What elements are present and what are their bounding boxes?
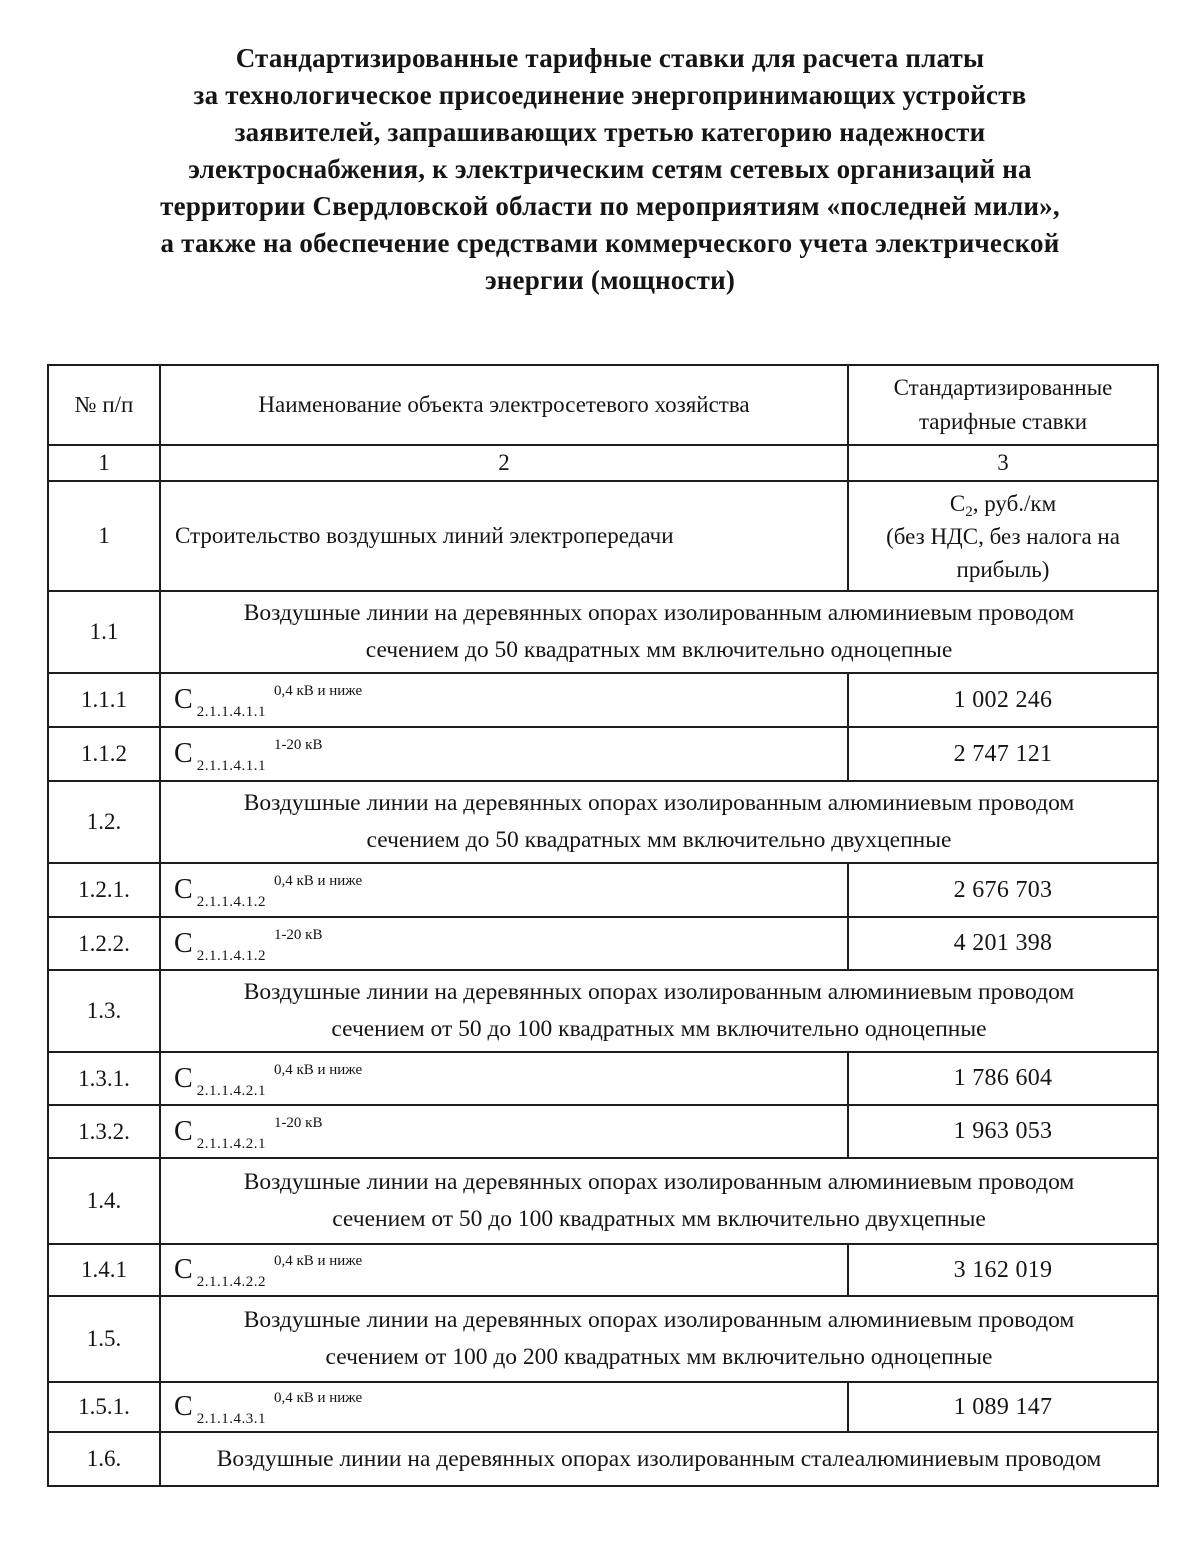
table-row-group-1-2 — [48, 781, 1158, 863]
table-row-section-1 — [48, 481, 1158, 591]
formula-base: С — [174, 1115, 193, 1147]
table-row-item-1-3-1 — [48, 1052, 1158, 1105]
row-number: 1.3.2. — [48, 1105, 160, 1158]
rate-note: (без НДС, без налога на прибыль) — [886, 523, 1120, 582]
document-title — [50, 40, 1170, 299]
row-number: 1.3.1. — [48, 1052, 160, 1105]
table-header-row — [48, 365, 1158, 445]
group-description: Воздушные линии на деревянных опорах изолированным алюминиевым проводом сечением от 50 до 100 квадратных мм включительно двухцепные — [160, 1158, 1158, 1244]
group-description: Воздушные линии на деревянных опорах изолированным алюминиевым проводом сечением до 50 квадратных мм включительно двухцепные — [160, 781, 1158, 863]
table-row-item-1-5-1 — [48, 1382, 1158, 1432]
formula-subscript: 2.1.1.4.1.2 — [196, 947, 266, 964]
formula-subscript: 2.1.1.4.1.1 — [196, 758, 266, 774]
group-description: Воздушные линии на деревянных опорах изолированным алюминиевым проводом сечением от 100 до 200 квадратных мм включительно одноцепные — [160, 1296, 1158, 1382]
title-line: Стандартизированные тарифные ставки для расчета платы — [235, 43, 985, 73]
row-number: 1.5.1. — [48, 1382, 160, 1432]
formula-cell — [160, 1052, 848, 1105]
formula-superscript: 1-20 кВ — [273, 737, 323, 753]
formula-base: С — [174, 927, 193, 959]
header-col-name: Наименование объекта электросетевого хозяйства — [160, 365, 848, 445]
formula-cell — [160, 1105, 848, 1158]
row-number: 1.2.2. — [48, 917, 160, 970]
title-line: заявителей, запрашивающих третью категорию надежности — [234, 117, 986, 147]
row-number: 1.2. — [48, 781, 160, 863]
formula-subscript: 2.1.1.4.2.1 — [196, 1082, 266, 1099]
rate-value: 1 002 246 — [848, 673, 1158, 727]
header-col-rate: Стандартизированные тарифные ставки — [848, 365, 1158, 445]
table-row-item-1-4-1 — [48, 1244, 1158, 1296]
formula-superscript: 1-20 кВ — [273, 1114, 323, 1131]
formula-superscript: 0,4 кВ и ниже — [273, 683, 363, 699]
title-line: энергии (мощности) — [484, 265, 736, 295]
group-description: Воздушные линии на деревянных опорах изолированным алюминиевым проводом сечением до 50 квадратных мм включительно одноцепные — [160, 591, 1158, 673]
row-number: 1.1.1 — [48, 673, 160, 727]
formula-base: С — [174, 1254, 193, 1285]
formula-base: С — [174, 1391, 193, 1422]
formula-superscript: 0,4 кВ и ниже — [273, 1390, 363, 1406]
formula-cell — [160, 727, 848, 781]
formula-cell — [160, 863, 848, 917]
title-line: за технологическое присоединение энергопринимающих устройств — [193, 80, 1027, 110]
row-number: 1.2.1. — [48, 863, 160, 917]
rate-value: 4 201 398 — [848, 917, 1158, 970]
column-numbers-row — [48, 445, 1158, 481]
formula-cell — [160, 917, 848, 970]
rate-value: 2 747 121 — [848, 727, 1158, 781]
table-row-group-1-6 — [48, 1432, 1158, 1486]
row-number: 1 — [48, 481, 160, 591]
column-number: 1 — [48, 445, 160, 481]
formula-base: С — [174, 1062, 193, 1094]
rate-subscript: 2 — [965, 503, 973, 520]
table-row-group-1-5 — [48, 1296, 1158, 1382]
formula-subscript: 2.1.1.4.1.1 — [196, 704, 266, 720]
row-number: 1.5. — [48, 1296, 160, 1382]
formula-cell — [160, 1382, 848, 1432]
formula-subscript: 2.1.1.4.2.1 — [196, 1135, 266, 1152]
object-name: Строительство воздушных линий электропередачи — [160, 481, 848, 591]
row-number: 1.4. — [48, 1158, 160, 1244]
rate-value: 1 963 053 — [848, 1105, 1158, 1158]
tariff-table — [47, 364, 1159, 1487]
rate-value: 1 786 604 — [848, 1052, 1158, 1105]
title-line: а также на обеспечение средствами коммерческого учета электрической — [160, 228, 1060, 258]
formula-subscript: 2.1.1.4.2.2 — [196, 1274, 266, 1290]
row-number: 1.1 — [48, 591, 160, 673]
table-row-item-1-3-2 — [48, 1105, 1158, 1158]
column-number: 3 — [848, 445, 1158, 481]
formula-superscript: 1-20 кВ — [273, 926, 323, 943]
group-description: Воздушные линии на деревянных опорах изолированным алюминиевым проводом сечением от 50 до 100 квадратных мм включительно одноцепные — [160, 970, 1158, 1052]
table-row-item-1-1-2 — [48, 727, 1158, 781]
rate-value: 2 676 703 — [848, 863, 1158, 917]
formula-cell — [160, 1244, 848, 1296]
title-line: территории Свердловской области по мероприятиям «последней мили», — [160, 191, 1060, 221]
header-col-number: № п/п — [48, 365, 160, 445]
row-number: 1.3. — [48, 970, 160, 1052]
formula-subscript: 2.1.1.4.3.1 — [196, 1411, 266, 1427]
row-number: 1.6. — [48, 1432, 160, 1486]
formula-base: С — [174, 738, 193, 769]
table-row-group-1-3 — [48, 970, 1158, 1052]
column-number: 2 — [160, 445, 848, 481]
table-row-group-1-1 — [48, 591, 1158, 673]
group-description: Воздушные линии на деревянных опорах изолированным сталеалюминиевым проводом — [160, 1432, 1158, 1486]
table-row-group-1-4 — [48, 1158, 1158, 1244]
formula-superscript: 0,4 кВ и ниже — [273, 1253, 363, 1269]
formula-base: С — [174, 684, 193, 715]
formula-superscript: 0,4 кВ и ниже — [273, 873, 363, 889]
formula-base: С — [174, 874, 193, 905]
rate-unit-cell — [848, 481, 1158, 591]
title-line: электроснабжения, к электрическим сетям сетевых организаций на — [188, 154, 1032, 184]
rate-unit-line: $С_2$, руб./км — [949, 490, 1057, 520]
table-row-item-1-1-1 — [48, 673, 1158, 727]
row-number: 1.4.1 — [48, 1244, 160, 1296]
row-number: 1.1.2 — [48, 727, 160, 781]
formula-subscript: 2.1.1.4.1.2 — [196, 894, 266, 910]
formula-superscript: 0,4 кВ и ниже — [273, 1061, 363, 1078]
rate-value: 1 089 147 — [848, 1382, 1158, 1432]
formula-cell — [160, 673, 848, 727]
table-row-item-1-2-2 — [48, 917, 1158, 970]
rate-value: 3 162 019 — [848, 1244, 1158, 1296]
table-row-item-1-2-1 — [48, 863, 1158, 917]
